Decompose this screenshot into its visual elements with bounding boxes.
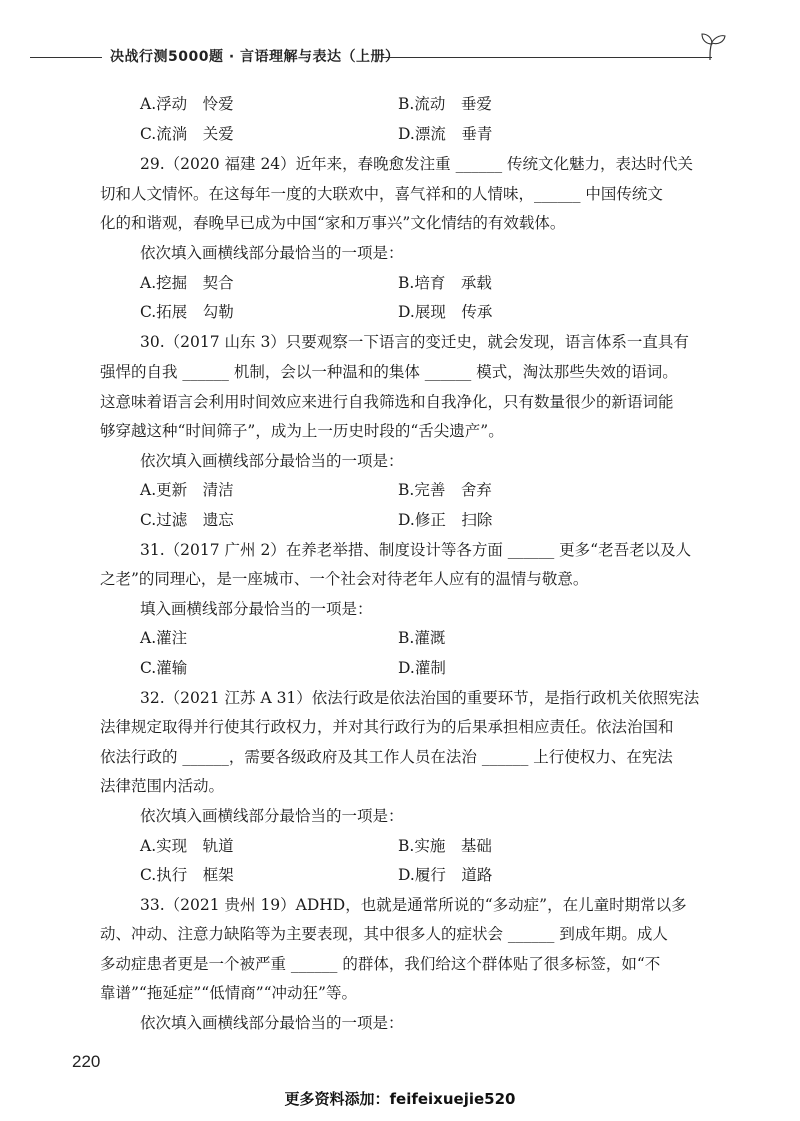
- option-d: D.漂流 垂青: [398, 125, 493, 143]
- option-b: B.灌溉: [398, 629, 446, 647]
- book-title: 决战行测5000题 · 言语理解与表达（上册）: [110, 49, 400, 65]
- option-a: A.灌注: [140, 629, 188, 647]
- option-b: B.完善 舍弃: [398, 481, 492, 499]
- page-number: 220: [72, 1052, 101, 1071]
- sprout-icon: [698, 32, 726, 62]
- question-32-line-2: 法律规定取得并行使其行政权力，并对其行政行为的后果承担相应责任。依法治国和: [100, 718, 674, 736]
- question-33-prompt: 依次填入画横线部分最恰当的一项是：: [140, 1014, 404, 1032]
- question-30-line-4: 够穿越这种“时间筛子”，成为上一历史时段的“舌尖遗产”。: [100, 422, 504, 440]
- question-31-line-2: 之老”的同理心，是一座城市、一个社会对待老年人应有的温情与敬意。: [100, 570, 589, 588]
- question-33-line-2: 动、冲动、注意力缺陷等为主要表现，其中很多人的症状会 ______ 到成年期。成人: [100, 925, 668, 943]
- question-32-prompt: 依次填入画横线部分最恰当的一项是：: [140, 807, 404, 825]
- footer-note: 更多资料添加：feifeixuejie520: [284, 1090, 516, 1108]
- option-a: A.更新 清洁: [140, 481, 234, 499]
- question-31-line-1: 31.（2017 广州 2）在养老举措、制度设计等各方面 ______ 更多“老吾老以及人: [140, 541, 692, 559]
- question-33-line-4: 靠谱”“拖延症”“低情商”“冲动狂”等。: [100, 984, 357, 1002]
- question-33-line-1: 33.（2021 贵州 19）ADHD，也就是通常所说的“多动症”，在儿童时期常以多: [140, 896, 687, 914]
- option-c: C.流淌 关爱: [140, 125, 234, 143]
- question-29-line-2: 切和人文情怀。在这每年一度的大联欢中，喜气祥和的人情味，______ 中国传统文: [100, 185, 663, 203]
- header-rule-left: [30, 57, 102, 58]
- option-d: D.修正 扫除: [398, 511, 493, 529]
- option-d: D.展现 传承: [398, 303, 493, 321]
- question-29-line-3: 化的和谐观，春晚早已成为中国“家和万事兴”文化情结的有效载体。: [100, 214, 566, 232]
- question-32-line-1: 32.（2021 江苏 A 31）依法行政是依法治国的重要环节，是指行政机关依照宪法: [140, 689, 700, 707]
- question-29-line-1: 29.（2020 福建 24）近年来，春晚愈发注重 ______ 传统文化魅力，表达时代关: [140, 155, 694, 173]
- option-b: B.培育 承载: [398, 274, 492, 292]
- header-rule-right: [382, 57, 712, 58]
- option-a: A.实现 轨道: [140, 837, 234, 855]
- question-30-prompt: 依次填入画横线部分最恰当的一项是：: [140, 452, 404, 470]
- option-d: D.履行 道路: [398, 866, 493, 884]
- question-32-line-4: 法律范围内活动。: [100, 777, 225, 795]
- option-b: B.实施 基础: [398, 837, 492, 855]
- question-33-line-3: 多动症患者更是一个被严重 ______ 的群体，我们给这个群体贴了很多标签，如“不: [100, 955, 661, 973]
- option-c: C.执行 框架: [140, 866, 234, 884]
- option-a: A.挖掘 契合: [140, 274, 234, 292]
- question-30-line-1: 30.（2017 山东 3）只要观察一下语言的变迁史，就会发现，语言体系一直具有: [140, 333, 689, 351]
- question-30-line-2: 强悍的自我 ______ 机制，会以一种温和的集体 ______ 模式，淘汰那些失效的语词。: [100, 363, 678, 381]
- option-a: A.浮动 怜爱: [140, 95, 234, 113]
- option-d: D.灌制: [398, 659, 446, 677]
- running-header: [30, 44, 720, 74]
- question-31-prompt: 填入画横线部分最恰当的一项是：: [140, 600, 373, 618]
- option-c: C.拓展 勾勒: [140, 303, 234, 321]
- question-32-line-3: 依法行政的 ______，需要各级政府及其工作人员在法治 ______ 上行使权力、在宪法: [100, 748, 673, 766]
- option-c: C.灌输: [140, 659, 188, 677]
- option-c: C.过滤 遗忘: [140, 511, 234, 529]
- question-30-line-3: 这意味着语言会利用时间效应来进行自我筛选和自我净化，只有数量很少的新语词能: [100, 393, 674, 411]
- option-b: B.流动 垂爱: [398, 95, 492, 113]
- question-29-prompt: 依次填入画横线部分最恰当的一项是：: [140, 244, 404, 262]
